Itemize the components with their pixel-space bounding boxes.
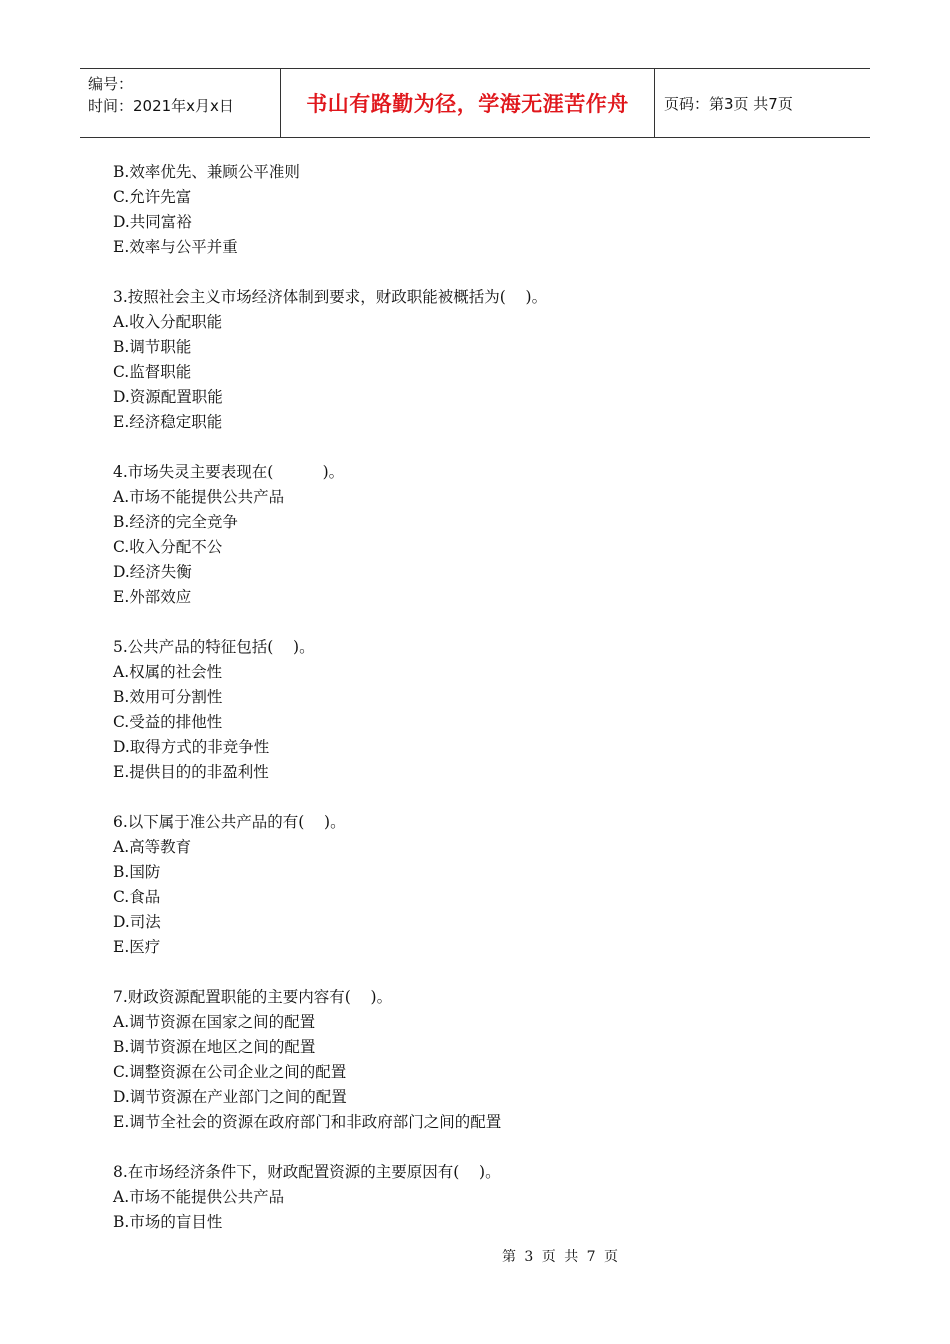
question-block	[113, 635, 833, 785]
answer-option: B.调节职能	[113, 338, 192, 356]
answer-option: C.食品	[113, 888, 161, 906]
question-block	[113, 285, 833, 435]
answer-option: E.医疗	[113, 938, 161, 956]
question-stem: 3.按照社会主义市场经济体制到要求，财政职能被概括为( )。	[113, 288, 548, 306]
answer-option: B.效率优先、兼顾公平准则	[113, 163, 300, 181]
question-stem: 4.市场失灵主要表现在( )。	[113, 463, 345, 481]
header-page-label: 页码：第3页 共7页	[664, 94, 793, 113]
answer-option: C.受益的排他性	[113, 713, 223, 731]
answer-option: B.经济的完全竞争	[113, 513, 238, 531]
question-stem: 6.以下属于准公共产品的有( )。	[113, 813, 346, 831]
answer-option: D.司法	[113, 913, 161, 931]
question-stem: 8.在市场经济条件下，财政配置资源的主要原因有( )。	[113, 1163, 501, 1181]
answer-option: A.权属的社会性	[113, 663, 223, 681]
answer-option: E.经济稳定职能	[113, 413, 223, 431]
question-list	[113, 160, 833, 1260]
answer-option: D.取得方式的非竞争性	[113, 738, 270, 756]
answer-option: D.调节资源在产业部门之间的配置	[113, 1088, 347, 1106]
answer-option: D.经济失衡	[113, 563, 192, 581]
answer-option: B.调节资源在地区之间的配置	[113, 1038, 316, 1056]
answer-option: A.收入分配职能	[113, 313, 223, 331]
question-block	[113, 1160, 833, 1235]
answer-option: C.调整资源在公司企业之间的配置	[113, 1063, 347, 1081]
answer-option: C.监督职能	[113, 363, 192, 381]
answer-option: D.共同富裕	[113, 213, 192, 231]
document-number-label: 编号：	[88, 75, 134, 93]
answer-option: B.效用可分割性	[113, 688, 223, 706]
answer-option: D.资源配置职能	[113, 388, 223, 406]
answer-option: C.收入分配不公	[113, 538, 223, 556]
question-block	[113, 460, 833, 610]
answer-option: B.市场的盲目性	[113, 1213, 223, 1231]
answer-option: A.高等教育	[113, 838, 192, 856]
question-block	[113, 985, 833, 1135]
question-block	[113, 810, 833, 960]
header-info-cell	[80, 69, 281, 137]
answer-option: C.允许先富	[113, 188, 192, 206]
header-motto: 书山有路勤为径，学海无涯苦作舟	[281, 69, 655, 137]
answer-option: A.市场不能提供公共产品	[113, 488, 285, 506]
answer-option: A.调节资源在国家之间的配置	[113, 1013, 316, 1031]
page-footer: 第 3 页 共 7 页	[501, 1249, 619, 1265]
answer-option: A.市场不能提供公共产品	[113, 1188, 285, 1206]
question-stem: 7.财政资源配置职能的主要内容有( )。	[113, 988, 393, 1006]
answer-option: E.效率与公平并重	[113, 238, 238, 256]
document-time-label: 时间：2021年x月x日	[88, 97, 234, 115]
question-stem: 5.公共产品的特征包括( )。	[113, 638, 315, 656]
page-header	[80, 68, 870, 138]
answer-option: E.提供目的的非盈利性	[113, 763, 269, 781]
answer-option: E.外部效应	[113, 588, 192, 606]
answer-option: B.国防	[113, 863, 161, 881]
answer-option: E.调节全社会的资源在政府部门和非政府部门之间的配置	[113, 1113, 502, 1131]
question-block	[113, 160, 833, 260]
